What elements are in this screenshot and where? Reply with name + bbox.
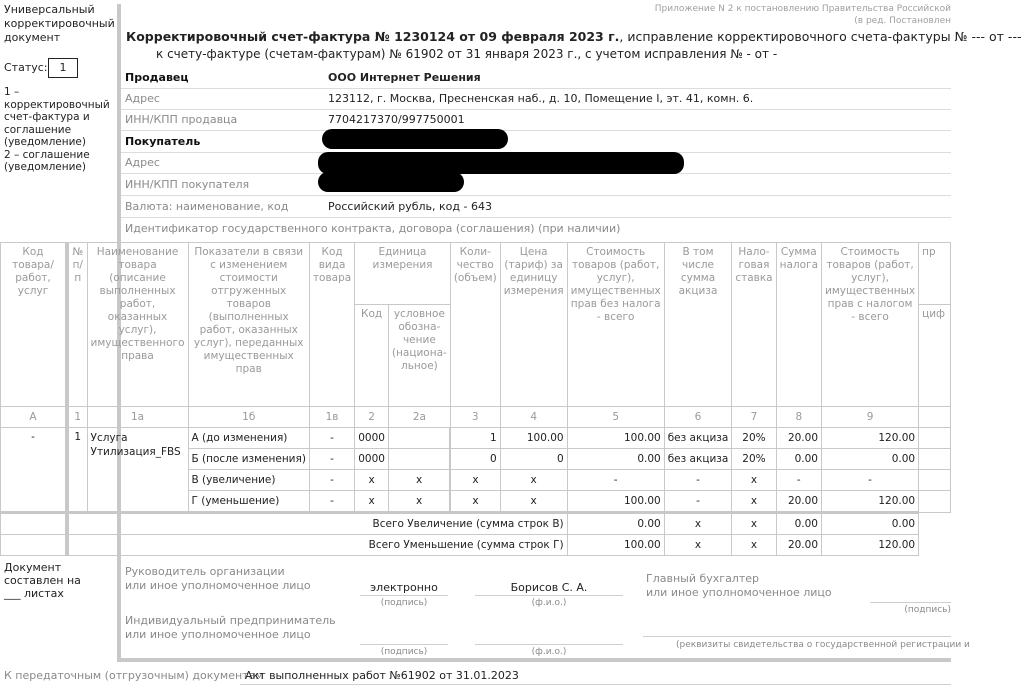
accountant-label-line-1: Главный бухгалтер <box>646 572 759 585</box>
header-unit-code: Код <box>355 305 389 407</box>
total-extra <box>919 535 951 556</box>
total-empty <box>1 535 68 556</box>
accountant-signature-caption: (подпись) <box>904 605 951 615</box>
col-num: 1б <box>188 407 309 428</box>
column-numbers-row <box>1 407 951 428</box>
row-qty: x <box>450 491 500 513</box>
row-extra <box>919 491 951 513</box>
header-tax-sum: Сумма налога <box>776 243 821 407</box>
row-price: 100.00 <box>500 428 567 449</box>
head-signature-line <box>360 595 448 596</box>
appendix-line-1: Приложение N 2 к постановлению Правительства Российской <box>654 4 951 14</box>
total-rate: x <box>732 535 776 556</box>
head-label-line-2: или иное уполномоченное лицо <box>125 579 311 592</box>
row-label: Б (после изменения) <box>188 449 309 470</box>
horizontal-separator <box>117 658 951 662</box>
row-kind: - <box>309 428 354 449</box>
row-excise: - <box>664 470 732 491</box>
item-code: - <box>1 428 68 513</box>
registration-line <box>643 636 951 637</box>
total-tax: 20.00 <box>776 535 821 556</box>
head-label <box>125 565 311 593</box>
col-num: 2а <box>388 407 450 428</box>
buyer-address-label: Адрес <box>125 156 160 169</box>
status-note-line: (уведомление) <box>4 161 86 173</box>
row-total: 120.00 <box>822 491 919 513</box>
seller-inn-label: ИНН/КПП продавца <box>125 113 238 126</box>
ip-name-caption: (ф.и.о.) <box>531 647 567 657</box>
head-name-caption: (ф.и.о.) <box>531 598 567 608</box>
row-unit-name: x <box>388 470 450 491</box>
seller-value: ООО Интернет Решения <box>328 71 481 84</box>
invoice-title: Корректировочный счет-фактура № 1230124 от 09 февраля 2023 г. <box>126 29 620 44</box>
row-kind: - <box>309 470 354 491</box>
row-rate: x <box>732 470 776 491</box>
header-price: Цена (тариф) за единицу измерения <box>500 243 567 407</box>
row-tax: - <box>776 470 821 491</box>
status-note-line: соглашение <box>4 123 72 136</box>
status-notes <box>4 86 116 174</box>
col-num: 5 <box>567 407 664 428</box>
row-unit-code: x <box>355 470 389 491</box>
total-excise: x <box>664 535 732 556</box>
seller-inn-row <box>121 109 951 131</box>
row-extra <box>919 428 951 449</box>
redacted-buyer-address <box>318 152 684 174</box>
row-excise: без акциза <box>664 428 732 449</box>
head-signature-caption: (подпись) <box>380 598 428 608</box>
appendix-line-2: (в ред. Постановлен <box>854 16 951 26</box>
row-cost: 0.00 <box>567 449 664 470</box>
row-unit-code: 0000 <box>355 449 389 470</box>
total-empty <box>1 513 68 535</box>
document-pages <box>4 561 114 600</box>
seller-address-label: Адрес <box>125 92 160 105</box>
row-excise: без акциза <box>664 449 732 470</box>
ip-label-line-1: Индивидуальный предприниматель <box>125 614 336 627</box>
seller-label: Продавец <box>125 71 189 84</box>
contract-label: Идентификатор государственного контракта, договора (соглашения) (при наличии) <box>125 222 621 235</box>
col-num: 4 <box>500 407 567 428</box>
row-total: 0.00 <box>822 449 919 470</box>
transfer-docs-label: К передаточным (отгрузочным) документам <box>4 669 264 682</box>
row-unit-code: 0000 <box>355 428 389 449</box>
seller-inn-value: 7704217370/997750001 <box>328 113 465 126</box>
row-price: 0 <box>500 449 567 470</box>
row-rate: 20% <box>732 428 776 449</box>
ip-signature-caption: (подпись) <box>380 647 428 657</box>
row-cost: 100.00 <box>567 428 664 449</box>
header-row <box>1 243 951 305</box>
registration-caption: (реквизиты свидетельства о государственной регистрации и <box>676 640 970 650</box>
row-label: А (до изменения) <box>188 428 309 449</box>
total-tax: 0.00 <box>776 513 821 535</box>
head-name: Борисов С. А. <box>510 581 588 594</box>
row-unit-name <box>388 449 450 470</box>
document-pages-line: ___ листах <box>4 587 64 600</box>
row-cost: - <box>567 470 664 491</box>
row-qty: x <box>450 470 500 491</box>
status-note-line: 1 – корректировочный <box>4 86 110 111</box>
col-num: 8 <box>776 407 821 428</box>
row-unit-code: x <box>355 491 389 513</box>
table-row <box>1 428 951 449</box>
head-label-line-1: Руководитель организации <box>125 565 285 578</box>
header-name: Наименование товара (описание выполненных работ, оказанных услуг), имущественного права <box>87 243 188 407</box>
header-kind: Код вида товара <box>309 243 354 407</box>
row-cost: 100.00 <box>567 491 664 513</box>
header-indicators: Показатели в связи с изменением стоимости отгруженных товаров (выполненных работ, оказанных услуг), переданных имущественных прав <box>188 243 309 407</box>
status-note-line: (уведомление) <box>4 136 86 148</box>
status-value: 1 <box>48 58 78 78</box>
accountant-signature-line <box>870 602 951 603</box>
col-num: А <box>1 407 68 428</box>
appendix-note <box>655 3 951 27</box>
col-num: 9 <box>822 407 919 428</box>
row-kind: - <box>309 449 354 470</box>
row-rate: x <box>732 491 776 513</box>
row-tax: 20.00 <box>776 428 821 449</box>
page-title <box>126 29 1021 44</box>
col-num: 6 <box>664 407 732 428</box>
ip-label-line-2: или иное уполномоченное лицо <box>125 628 311 641</box>
header-excise: В том числе сумма акциза <box>664 243 732 407</box>
redacted-buyer-inn <box>318 172 464 192</box>
buyer-inn-label: ИНН/КПП покупателя <box>125 178 250 191</box>
header-no: № п/ п <box>67 243 87 407</box>
header-tax-rate: Нало- говая ставка <box>732 243 776 407</box>
buyer-inn-row <box>121 174 951 196</box>
col-num: 1 <box>67 407 87 428</box>
row-excise: - <box>664 491 732 513</box>
col-num: 7 <box>732 407 776 428</box>
redacted-buyer-name <box>322 129 508 149</box>
correction-info: , исправление корректировочного счета-фактуры № --- от --- <box>619 29 1021 44</box>
col-num: 1в <box>309 407 354 428</box>
row-unit-name <box>388 428 450 449</box>
seller-address-value: 123112, г. Москва, Пресненская наб., д. 10, Помещение I, эт. 41, комн. 6. <box>328 92 754 105</box>
page-subtitle: к счету-фактуре (счетам-фактурам) № 61902 от 31 января 2023 г., с учетом исправления № - от - <box>156 47 778 61</box>
contract-row <box>121 218 951 239</box>
header-cost-with-tax: Стоимость товаров (работ, услуг), имущественных прав с налогом - всего <box>822 243 919 407</box>
total-row-decrease <box>1 535 951 556</box>
header-unit: Единица измерения <box>355 243 451 305</box>
row-label: Г (уменьшение) <box>188 491 309 513</box>
row-extra <box>919 449 951 470</box>
ip-name-line <box>475 644 623 645</box>
item-name: Услуга Утилизация_FBS <box>87 428 188 513</box>
row-total: - <box>822 470 919 491</box>
row-unit-name: x <box>388 491 450 513</box>
invoice-table <box>0 242 951 556</box>
row-label: В (увеличение) <box>188 470 309 491</box>
total-sum: 0.00 <box>822 513 919 535</box>
status-label: Статус: <box>4 61 48 74</box>
ip-signature-line <box>360 644 448 645</box>
head-signature: электронно <box>370 581 438 594</box>
total-rate: x <box>732 513 776 535</box>
total-cost: 0.00 <box>567 513 664 535</box>
row-extra <box>919 470 951 491</box>
buyer-row <box>121 131 951 153</box>
status-note-line: 2 – соглашение <box>4 148 90 161</box>
total-extra <box>919 513 951 535</box>
seller-row <box>121 67 951 89</box>
row-rate: 20% <box>732 449 776 470</box>
document-pages-line: составлен на <box>4 574 81 587</box>
buyer-label: Покупатель <box>125 135 201 148</box>
header-qty: Коли- чество (объем) <box>450 243 500 407</box>
total-label: Всего Увеличение (сумма строк В) <box>67 513 567 535</box>
total-cost: 100.00 <box>567 535 664 556</box>
ip-label <box>125 614 336 642</box>
header-unit-name: условное обозна- чение (национа- льное) <box>388 305 450 407</box>
row-total: 120.00 <box>822 428 919 449</box>
row-price: x <box>500 491 567 513</box>
row-qty: 0 <box>450 449 500 470</box>
row-tax: 0.00 <box>776 449 821 470</box>
currency-row <box>121 196 951 218</box>
currency-value: Российский рубль, код - 643 <box>328 200 492 213</box>
row-tax: 20.00 <box>776 491 821 513</box>
accountant-label-line-2: или иное уполномоченное лицо <box>646 586 832 599</box>
total-excise: x <box>664 513 732 535</box>
row-price: x <box>500 470 567 491</box>
row-kind: - <box>309 491 354 513</box>
transfer-docs-value: Акт выполненных работ №61902 от 31.01.2023 <box>245 669 519 682</box>
seller-address-row <box>121 88 951 110</box>
header-code: Код товара/ работ, услуг <box>1 243 68 407</box>
header-cost-no-tax: Стоимость товаров (работ, услуг), имущественных прав без налога - всего <box>567 243 664 407</box>
total-sum: 120.00 <box>822 535 919 556</box>
col-num: 1а <box>87 407 188 428</box>
total-label: Всего Уменьшение (сумма строк Г) <box>67 535 567 556</box>
header-extra-sub: циф <box>919 305 951 407</box>
transfer-docs-line <box>240 684 951 685</box>
document-pages-line: Документ <box>4 561 62 574</box>
col-num: 3 <box>450 407 500 428</box>
status-note-line: счет-фактура и <box>4 111 90 123</box>
currency-label: Валюта: наименование, код <box>125 200 289 213</box>
accountant-label <box>646 572 832 600</box>
header-extra: пр <box>919 243 951 305</box>
item-no: 1 <box>67 428 87 513</box>
row-qty: 1 <box>450 428 500 449</box>
document-type-title: Универсальный корректировочный документ <box>4 3 115 44</box>
col-num: 2 <box>355 407 389 428</box>
col-num-empty <box>919 407 951 428</box>
total-row-increase <box>1 513 951 535</box>
head-name-line <box>475 595 623 596</box>
